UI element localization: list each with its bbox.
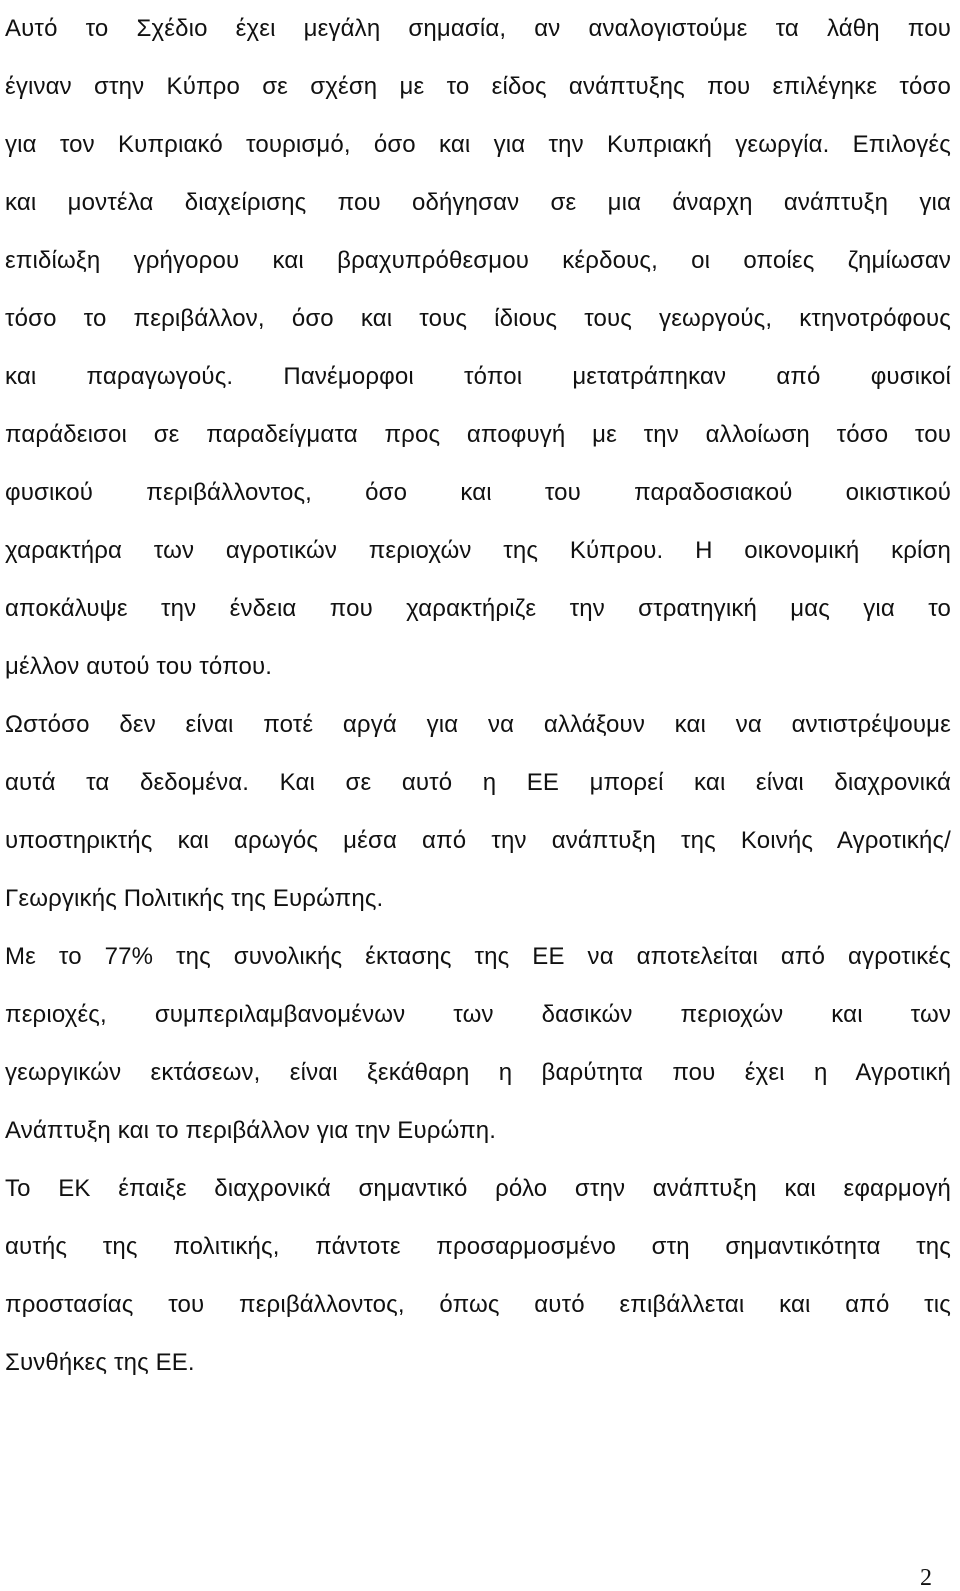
text-line: φυσικού περιβάλλοντος, όσο και του παραδοσιακού οικιστικού: [5, 479, 951, 506]
page-number: 2: [920, 1565, 932, 1591]
text-line: αυτής της πολιτικής, πάντοτε προσαρμοσμένο στη σημαντικότητα της: [5, 1233, 951, 1260]
text-line: Γεωργικής Πολιτικής της Ευρώπης.: [5, 885, 384, 912]
text-line: Με το 77% της συνολικής έκτασης της ΕΕ να αποτελείται από αγροτικές: [5, 943, 951, 970]
text-line: Ωστόσο δεν είναι ποτέ αργά για να αλλάξουν και να αντιστρέψουμε: [5, 711, 951, 738]
document-body: [5, 0, 951, 1392]
text-line: υποστηρικτής και αρωγός μέσα από την ανάπτυξη της Κοινής Αγροτικής/: [5, 827, 951, 854]
paragraph-3: [5, 928, 951, 1160]
text-line: αυτά τα δεδομένα. Και σε αυτό η ΕΕ μπορεί και είναι διαχρονικά: [5, 769, 951, 796]
text-line: επιδίωξη γρήγορου και βραχυπρόθεσμου κέρδους, οι οποίες ζημίωσαν: [5, 247, 951, 274]
paragraph-1: [5, 0, 951, 696]
text-line: Αυτό το Σχέδιο έχει μεγάλη σημασία, αν αναλογιστούμε τα λάθη που: [5, 15, 951, 42]
text-line: τόσο το περιβάλλον, όσο και τους ίδιους τους γεωργούς, κτηνοτρόφους: [5, 305, 951, 332]
text-line: γεωργικών εκτάσεων, είναι ξεκάθαρη η βαρύτητα που έχει η Αγροτική: [5, 1059, 951, 1086]
text-line: μέλλον αυτού του τόπου.: [5, 653, 273, 680]
text-line: αποκάλυψε την ένδεια που χαρακτήριζε την στρατηγική μας για το: [5, 595, 951, 622]
text-line: για τον Κυπριακό τουρισμό, όσο και για την Κυπριακή γεωργία. Επιλογές: [5, 131, 951, 158]
text-line: προστασίας του περιβάλλοντος, όπως αυτό επιβάλλεται και από τις: [5, 1291, 951, 1318]
text-line: έγιναν στην Κύπρο σε σχέση με το είδος ανάπτυξης που επιλέγηκε τόσο: [5, 73, 951, 100]
paragraph-2: [5, 696, 951, 928]
paragraph-4: [5, 1160, 951, 1392]
text-line: και μοντέλα διαχείρισης που οδήγησαν σε μια άναρχη ανάπτυξη για: [5, 189, 951, 216]
text-line: Συνθήκες της ΕΕ.: [5, 1349, 195, 1376]
text-line: Ανάπτυξη και το περιβάλλον για την Ευρώπη.: [5, 1117, 497, 1144]
text-line: χαρακτήρα των αγροτικών περιοχών της Κύπρου. Η οικονομική κρίση: [5, 537, 951, 564]
text-line: παράδεισοι σε παραδείγματα προς αποφυγή με την αλλοίωση τόσο του: [5, 421, 951, 448]
text-line: και παραγωγούς. Πανέμορφοι τόποι μετατράπηκαν από φυσικοί: [5, 363, 951, 390]
text-line: Το ΕΚ έπαιξε διαχρονικά σημαντικό ρόλο στην ανάπτυξη και εφαρμογή: [5, 1175, 951, 1202]
text-line: περιοχές, συμπεριλαμβανομένων των δασικών περιοχών και των: [5, 1001, 951, 1028]
